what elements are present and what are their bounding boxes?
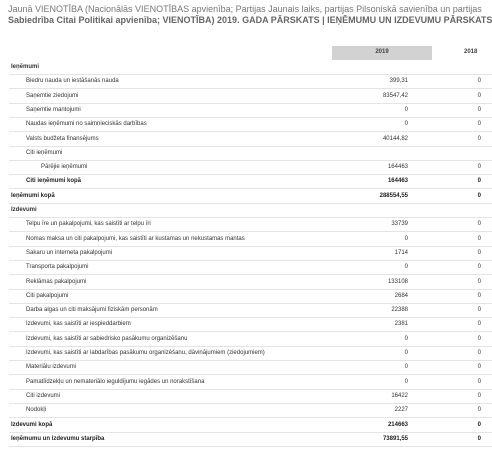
value-2019: 0 — [404, 335, 408, 342]
table-row — [9, 217, 492, 232]
value-2018: 0 — [477, 321, 481, 328]
row-label: Reklāmas pakalpojumi — [26, 278, 87, 285]
value-2018: 0 — [477, 407, 481, 414]
table-row — [9, 117, 492, 132]
value-2018: 0 — [477, 350, 481, 356]
row-label: Izdevumi — [11, 207, 37, 213]
value-2019: 164463 — [387, 178, 408, 185]
value-2018: 0 — [477, 106, 481, 113]
value-2018: 0 — [477, 264, 481, 271]
report-title-line-1: Jaunā VIENOTĪBA (Nacionālās VIENOTĪBAS apvienība; Partijas Jaunais laiks, partijas Pilsoniskā savienība un partijas — [8, 4, 482, 14]
row-label: Izdevumi kopā — [11, 421, 53, 428]
value-2018: 0 — [477, 278, 481, 285]
row-label: Nodokļi — [26, 407, 47, 414]
row-label: Darba algas un citi maksājumi fiziskām personām — [26, 307, 158, 314]
table-row — [9, 89, 492, 104]
value-2019: 164463 — [387, 164, 408, 171]
column-header-row — [9, 46, 492, 60]
value-2018: 0 — [477, 392, 481, 399]
row-label: Pārējie ieņēmumi — [41, 164, 88, 171]
value-2018: 0 — [477, 221, 481, 228]
table-row — [9, 60, 492, 75]
table-row — [9, 132, 492, 147]
value-2018: 0 — [477, 178, 481, 185]
table-row — [9, 346, 492, 361]
table-row — [9, 160, 492, 175]
table-row — [9, 289, 492, 304]
table-row — [9, 174, 492, 189]
table-row — [9, 418, 492, 433]
value-2018: 0 — [477, 121, 481, 128]
value-2019: 16422 — [391, 392, 408, 399]
value-2018: 0 — [477, 435, 481, 442]
row-label: Saņemtie mantojumi — [26, 106, 81, 113]
table-row — [9, 103, 492, 118]
value-2019: 83547,42 — [382, 92, 408, 99]
value-2018: 0 — [477, 307, 481, 314]
row-label: Saņemtie ziedojumi — [26, 92, 79, 99]
report-title-line-2: Sabiedrība Citai Politikai apvienība; VIENOTĪBA) 2019. GADA PĀRSKATS | IEŅĒMUMU UN IZDEVUMU PĀRSKATS — [8, 14, 492, 25]
table-row — [9, 146, 492, 161]
row-label: Valsts budžeta finansējums — [26, 135, 99, 142]
value-2019: 0 — [404, 106, 408, 113]
column-header-2018: 2018 — [464, 49, 478, 55]
value-2019: 399,31 — [389, 78, 408, 85]
value-2018: 0 — [477, 92, 481, 99]
value-2019: 0 — [404, 350, 408, 356]
row-label: Ieņēmumi kopā — [11, 192, 55, 199]
table-row — [9, 375, 492, 390]
value-2019: 214663 — [387, 421, 408, 428]
row-label: Nomas maksa un citi pakalpojumi, kas saistīti ar kustamas un nekustamas mantas — [26, 235, 245, 242]
row-label: Transporta pakalpojumi — [26, 264, 89, 271]
value-2018: 0 — [477, 249, 481, 256]
table-row — [9, 303, 492, 318]
value-2018: 0 — [477, 335, 481, 342]
value-2019: 133108 — [387, 278, 408, 285]
table-row — [9, 332, 492, 347]
row-label: Izdevumi, kas saistīti ar labdarības pasākumu organizēšanu, dāvinājumiem (ziedojumiem) — [26, 350, 265, 356]
table-row — [9, 232, 492, 247]
value-2019: 33739 — [391, 221, 408, 228]
table-row — [9, 260, 492, 275]
value-2018: 0 — [477, 192, 481, 199]
row-label: Izdevumi, kas saistīti ar sabiedrisko pasākumu organizēšanu — [26, 335, 188, 342]
row-label: Pamatlīdzekļu un nemateriālo ieguldījumu iegādes un norakstīšana — [26, 378, 205, 385]
value-2019: 40144,82 — [382, 135, 408, 142]
row-label: Telpu īre un pakalpojumi, kas saistīti ar telpu īri — [26, 221, 151, 228]
value-2019: 0 — [404, 364, 408, 371]
row-label: Citi ieņēmumi — [26, 149, 63, 156]
value-2018: 0 — [477, 292, 481, 299]
value-2018: 0 — [477, 378, 481, 385]
row-label: Citi pakalpojumi — [26, 292, 69, 299]
value-2019: 288554,55 — [379, 192, 408, 199]
table-row — [9, 275, 492, 290]
table-row — [9, 317, 492, 332]
table-row — [9, 74, 492, 89]
value-2019: 2381 — [394, 321, 408, 328]
value-2018: 0 — [477, 421, 481, 428]
value-2019: 2684 — [394, 292, 408, 299]
row-label: Biedru nauda un iestāšanās nauda — [26, 78, 119, 85]
value-2019: 0 — [404, 235, 408, 242]
value-2019: 73891,55 — [382, 435, 408, 442]
value-2018: 0 — [477, 235, 481, 242]
table-row — [9, 203, 492, 218]
table-row — [9, 189, 492, 204]
value-2019: 22388 — [391, 307, 408, 314]
column-header-2019: 2019 — [375, 49, 389, 55]
table-row — [9, 389, 492, 404]
value-2019: 0 — [404, 378, 408, 385]
value-2019: 2227 — [394, 407, 408, 414]
row-label: Izdevumi, kas saistīti ar iespieddarbiem — [26, 321, 131, 328]
row-label: Sakaru un interneta pakalpojumi — [26, 249, 113, 256]
row-label: Ieņēmumi — [11, 64, 40, 70]
report-header — [8, 4, 492, 25]
value-2018: 0 — [477, 164, 481, 171]
row-label: Ieņēmumu un izdevumu starpība — [11, 435, 105, 442]
value-2019: 0 — [404, 121, 408, 128]
table-row — [9, 246, 492, 261]
row-label: Materiālu izdevumi — [26, 364, 77, 371]
row-label: Citi ieņēmumi kopā — [26, 178, 82, 185]
table-row — [9, 360, 492, 375]
value-2019: 1714 — [394, 249, 408, 256]
value-2018: 0 — [477, 364, 481, 371]
table-row — [9, 403, 492, 418]
value-2018: 0 — [477, 135, 481, 142]
value-2019: 0 — [404, 264, 408, 271]
value-2018: 0 — [477, 78, 481, 85]
table-row — [9, 432, 492, 447]
row-label: Citi izdevumi — [26, 392, 61, 399]
row-label: Naudas ieņēmumi no saimnieciskās darbības — [26, 121, 147, 128]
